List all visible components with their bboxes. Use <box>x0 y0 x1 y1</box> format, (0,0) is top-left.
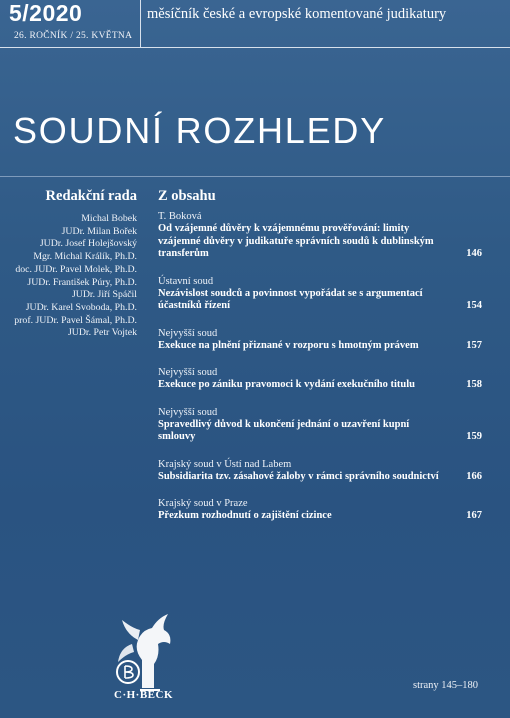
contents-entry <box>158 366 488 392</box>
board-member: Michal Bobek <box>81 213 137 224</box>
contents-entry <box>158 458 488 484</box>
entry-source: Ústavní soud <box>158 275 214 287</box>
header-divider-vertical <box>140 0 141 48</box>
entry-source: Krajský soud v Ústí nad Labem <box>158 458 292 470</box>
entry-title: Spravedlivý důvod k ukončení jednání o uzavření kupní smlouvy <box>158 418 410 442</box>
entry-title: Nezávislost soudců a povinnost vypořádat se s argumentací účastníků řízení <box>158 287 423 311</box>
board-member: JUDr. František Púry, Ph.D. <box>27 276 137 288</box>
contents-heading: Z obsahu <box>158 188 216 204</box>
contents-entry <box>158 275 488 313</box>
board-member: prof. JUDr. Pavel Šámal, Ph.D. <box>14 314 137 326</box>
magazine-title: SOUDNÍ ROZHLEDY <box>13 110 387 151</box>
entry-title: Přezkum rozhodnutí o zajištění cizince <box>158 510 332 521</box>
contents-entry <box>158 210 488 261</box>
title-rule <box>0 176 510 177</box>
entry-source: Krajský soud v Praze <box>158 498 248 509</box>
page-range: strany 145–180 <box>413 680 479 691</box>
entry-source: T. Boková <box>158 211 202 222</box>
entry-title: Subsidiarita tzv. zásahové žaloby v rámci správního soudnictví <box>158 470 439 482</box>
header-divider-horizontal <box>0 47 510 48</box>
board-member-list <box>6 213 137 340</box>
entry-page-number: 154 <box>466 300 482 311</box>
board-member: JUDr. Jiří Spáčil <box>71 289 137 301</box>
board-member: JUDr. Karel Svoboda, Ph.D. <box>25 301 137 313</box>
board-member: JUDr. Petr Vojtek <box>67 327 137 339</box>
entry-title: Exekuce po zániku pravomoci k vydání exekučního titulu <box>158 379 415 390</box>
header-bar <box>0 0 510 48</box>
entry-page-number: 166 <box>466 470 482 482</box>
magazine-subtitle: měsíčník české a evropské komentované judikatury <box>147 6 447 22</box>
board-member: JUDr. Josef Holejšovský <box>39 238 137 250</box>
editorial-board <box>6 188 137 340</box>
board-member: doc. JUDr. Pavel Molek, Ph.D. <box>15 263 137 275</box>
contents-entry <box>158 327 488 353</box>
entry-title: Od vzájemné důvěry k vzájemnému prověřování: limity vzájemné důvěry v judikatuře správních soudů k dublinským transferům <box>158 223 434 259</box>
contents-entry <box>158 497 488 523</box>
entry-page-number: 157 <box>466 339 482 351</box>
entry-source: Nejvyšší soud <box>158 327 218 339</box>
publisher-name: C·H·BECK <box>114 689 174 701</box>
entry-source: Nejvyšší soud <box>158 367 218 378</box>
entry-page-number: 159 <box>466 431 482 442</box>
entry-page-number: 158 <box>466 379 482 390</box>
entry-page-number: 167 <box>466 510 482 521</box>
board-member: JUDr. Milan Bořek <box>61 225 137 237</box>
board-heading: Redakční rada <box>45 188 137 204</box>
griffin-logo-icon <box>112 600 178 700</box>
entry-title: Exekuce na plnění přiznané v rozporu s hmotným právem <box>158 339 419 351</box>
issue-number: 5/2020 <box>9 0 83 26</box>
volume-date: 26. ROČNÍK / 25. KVĚTNA <box>14 31 133 41</box>
board-member: Mgr. Michal Králík, Ph.D. <box>33 251 137 263</box>
entry-source: Nejvyšší soud <box>158 406 218 418</box>
contents-list <box>158 210 488 523</box>
contents-section <box>158 188 488 537</box>
entry-page-number: 146 <box>466 248 482 259</box>
contents-entry <box>158 406 488 444</box>
